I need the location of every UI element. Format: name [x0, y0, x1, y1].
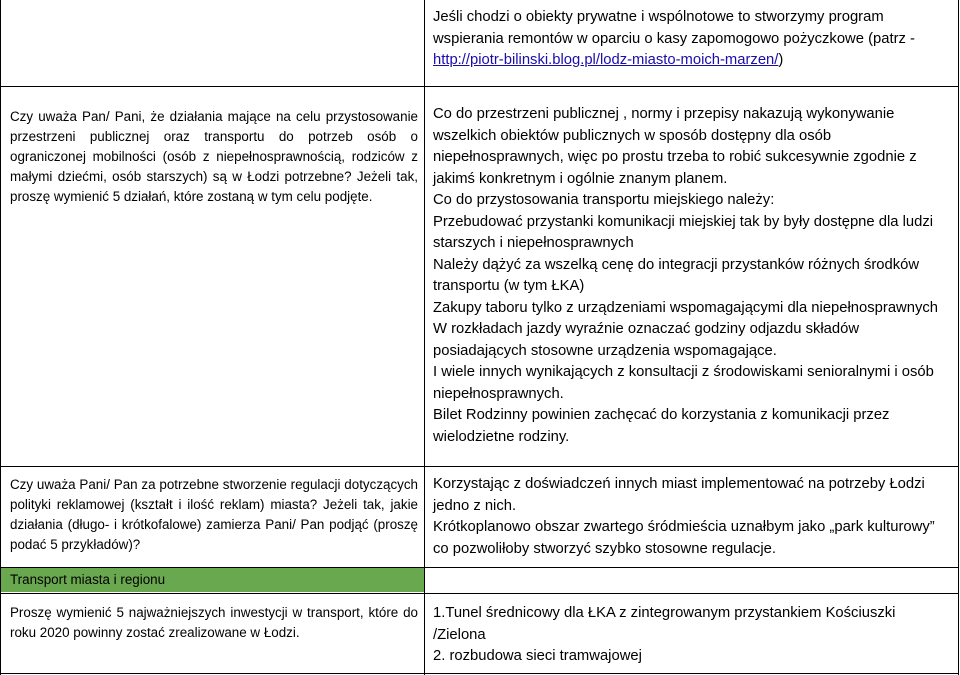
row4-question — [10, 603, 418, 643]
answer-line: Co do przystosowania transportu miejskiego należy: — [433, 192, 775, 208]
table-row-divider-4 — [0, 593, 959, 594]
table-border-bottom — [0, 673, 959, 674]
answer-line: Przebudować przystanki komunikacji miejskiej tak by były dostępne dla ludzi starszych i niepełnosprawnych — [433, 213, 934, 251]
row4-question-text: Proszę wymienić 5 najważniejszych inwestycji w transport, które do roku 2020 powinny zostać zrealizowane w Łodzi. — [10, 605, 418, 640]
table-row-divider-2 — [0, 466, 959, 467]
row3-question-text: Czy uważa Pani/ Pan za potrzebne stworzenie regulacji dotyczących polityki reklamowej (kształt i ilość reklam) miasta? Jeżeli tak, jakie działania (długo- i krótkofalowe) zamierza Pani/ Pan podjąć (proszę podać 5 przykładów)? — [10, 477, 418, 552]
row3-answer — [433, 474, 951, 560]
blog-link[interactable]: http://piotr-bilinski.blog.pl/lodz-miasto-moich-marzen/ — [433, 52, 779, 68]
table-column-divider — [424, 0, 425, 675]
answer-line: Zakupy taboru tylko z urządzeniami wspomagającymi dla niepełnosprawnych — [433, 299, 938, 316]
row1-answer-text: Jeśli chodzi o obiekty prywatne i wspólnotowe to stworzymy program wspierania remontów w oparciu o kasy zapomogowo pożyczkowe (patrz - — [433, 9, 915, 47]
answer-line: 1.Tunel średnicowy dla ŁKA z zintegrowanym przystankiem Kościuszki /Zielona — [433, 605, 896, 643]
row1-answer-suffix: ) — [778, 52, 784, 68]
section-header-title: Transport miasta i regionu — [10, 572, 166, 587]
row2-question-text: Czy uważa Pan/ Pani, że działania mające na celu przystosowanie przestrzeni publicznej oraz transportu do potrzeb osób o ograniczonej mobilności (osób z niepełnosprawnością, rodziców z małymi dziećmi, osób starszych) są w Łodzi potrzebne? — [10, 109, 418, 184]
row1-answer — [433, 7, 948, 72]
row3-question — [10, 475, 418, 555]
answer-line: Korzystając z doświadczeń innych miast implementować na potrzeby Łodzi jedno z nich. — [433, 476, 925, 514]
table-border-right — [958, 0, 959, 675]
answer-line: W rozkładach jazdy wyraźnie oznaczać godziny odjazdu składów posiadających stosowne urządzenia wspomagające. — [433, 321, 860, 359]
answer-line: 2. rozbudowa sieci tramwajowej — [433, 648, 642, 664]
answer-line: Co do przestrzeni publicznej , normy i przepisy nakazują wykonywanie wszelkich obiektów publicznych w sposób dostępny dla osób niepełnosprawnych, więc po prostu trzeba to robić sukcesywnie zgodnie z jakimś konkretnym i ogólnie znanym planem. — [433, 106, 917, 187]
row2-question — [10, 107, 418, 207]
answer-line: Krótkoplanowo obszar zwartego śródmieścia uznałbym jako „park kulturowy” co pozwoliłoby stworzyć szybko stosowne regulacje. — [433, 519, 935, 557]
table-row-divider-1 — [0, 86, 959, 87]
row4-answer — [433, 603, 951, 668]
row2-question-followup: Jeżeli tak, proszę wymienić 5 działań, które zostaną w tym celu podjęte. — [10, 169, 418, 204]
answer-line: Bilet Rodzinny powinien zachęcać do korzystania z komunikacji przez wielodzietne rodziny. — [433, 407, 890, 445]
answer-line: Należy dążyć za wszelką cenę do integracji przystanków różnych środków transportu (w tym ŁKA) — [433, 256, 920, 294]
row2-answer — [433, 104, 951, 448]
answer-line: I wiele innych wynikających z konsultacji z środowiskami senioralnymi i osób niepełnosprawnych. — [433, 364, 934, 402]
